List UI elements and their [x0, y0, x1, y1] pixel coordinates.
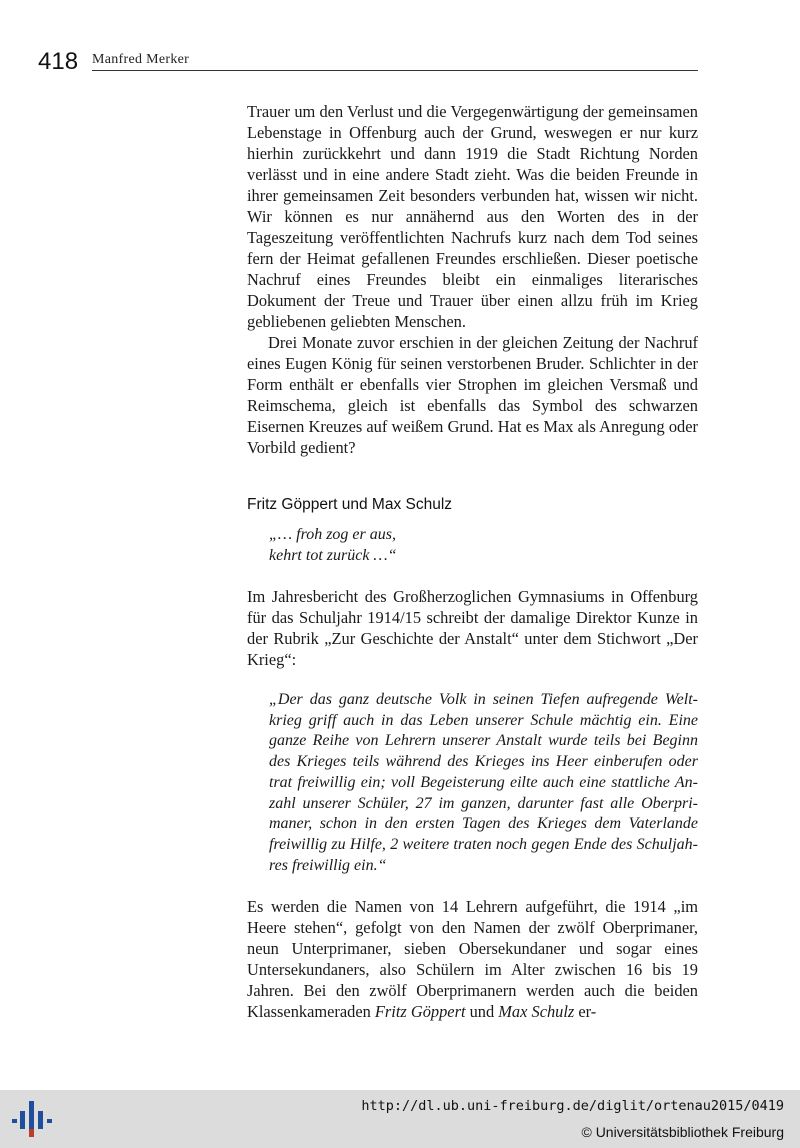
header-rule	[92, 70, 698, 71]
main-column	[247, 101, 698, 1022]
epigraph-line: „… froh zog er aus,	[269, 526, 396, 543]
footer-url-link[interactable]: http://dl.ub.uni-freiburg.de/diglit/ortenau2015/0419	[361, 1098, 784, 1114]
body-paragraph: Drei Monate zuvor erschien in der gleichen Zeitung der Nachruf eines Eugen König für seinen verstorbenen Bruder. Schlichter in der Form enthält er ebenfalls vier Strophen im gleichen Versmaß und Reimschema, gleich ist ebenfalls das Symbol des schwarzen Eisernen Kreuzes auf weißem Grund. Hat es Max als Anregung oder Vorbild gedient?	[247, 333, 698, 457]
running-head: Manfred Merker	[92, 52, 190, 67]
paragraph-text: und	[465, 1002, 499, 1022]
body-paragraph: Im Jahresbericht des Großherzoglichen Gymnasiums in Offenburg für das Schuljahr 1914/15 schreibt der damalige Direktor Kunze in der Rubrik „Zur Geschichte der Anstalt“ unter dem Stichwort „Der Krieg“:	[247, 587, 698, 669]
person-name: Fritz Göppert	[374, 1002, 466, 1022]
ub-freiburg-logo-icon	[10, 1099, 54, 1139]
paragraph-text: er-	[574, 1002, 597, 1022]
section-heading: Fritz Göppert und Max Schulz	[247, 496, 453, 513]
block-quote: „Der das ganz deutsche Volk in seinen Tiefen aufregende Weltkrieg griff auch in das Leben unserer Schule mächtig ein. Eine ganze Reihe von Lehrern unserer Anstalt wurde teils bei Beginn des Krieges teils während des Krieges ins Heer einberufen oder trat freiwillig ein; voll Begeisterung eilte auch eine stattliche Anzahl unserer Schüler, 27 im ganzen, darunter fast alle Oberprimaner, schon in den ersten Tagen des Krieges dem Vaterlande freiwillig zu Hilfe, 2 weitere traten noch gegen Ende des Schuljahres freiwillig ein.“	[269, 691, 698, 874]
epigraph	[247, 524, 698, 566]
epigraph-line: kehrt tot zurück …“	[269, 547, 397, 564]
body-paragraph	[247, 896, 698, 1022]
body-paragraph: Trauer um den Verlust und die Vergegenwärtigung der gemeinsamen Lebenstage in Offenburg auch der Grund, weswegen er nur kurz hierhin zurückkehrt und dann 1919 die Stadt Richtung Norden verlässt und in eine andere Stadt zieht. Was die beiden Freunde in ihrer gemeinsamen Zeit besonders verbunden hat, wissen wir nicht. Wir können es nur annähernd aus den Worten des in der Tageszeitung veröffentlichten Nachrufs kurz nach dem Tod seines fern der Heimat gefallenen Freundes erschließen. Dieser poetische Nachruf eines Freundes bleibt ein einmaliges literarisches Dokument der Treue und Trauer über einen allzu früh im Krieg gebliebenen geliebten Menschen.	[247, 102, 698, 331]
footer-copyright: © Universitätsbibliothek Freiburg	[581, 1124, 784, 1140]
paragraph-text: Es werden die Namen von 14 Lehrern aufgeführt, die 1914 „im Heere stehen“, gefolgt von den Namen der zwölf Oberprimaner, neun Unterprimaner, sieben Obersekundaner und sogar eines Untersekundaners, also Schülern im Alter zwischen 16 bis 19 Jahren. Bei den zwölf Oberprimanern werden auch die beiden Klassenkameraden	[247, 897, 698, 1022]
page-number: 418	[38, 48, 79, 75]
person-name: Max Schulz	[498, 1002, 575, 1022]
